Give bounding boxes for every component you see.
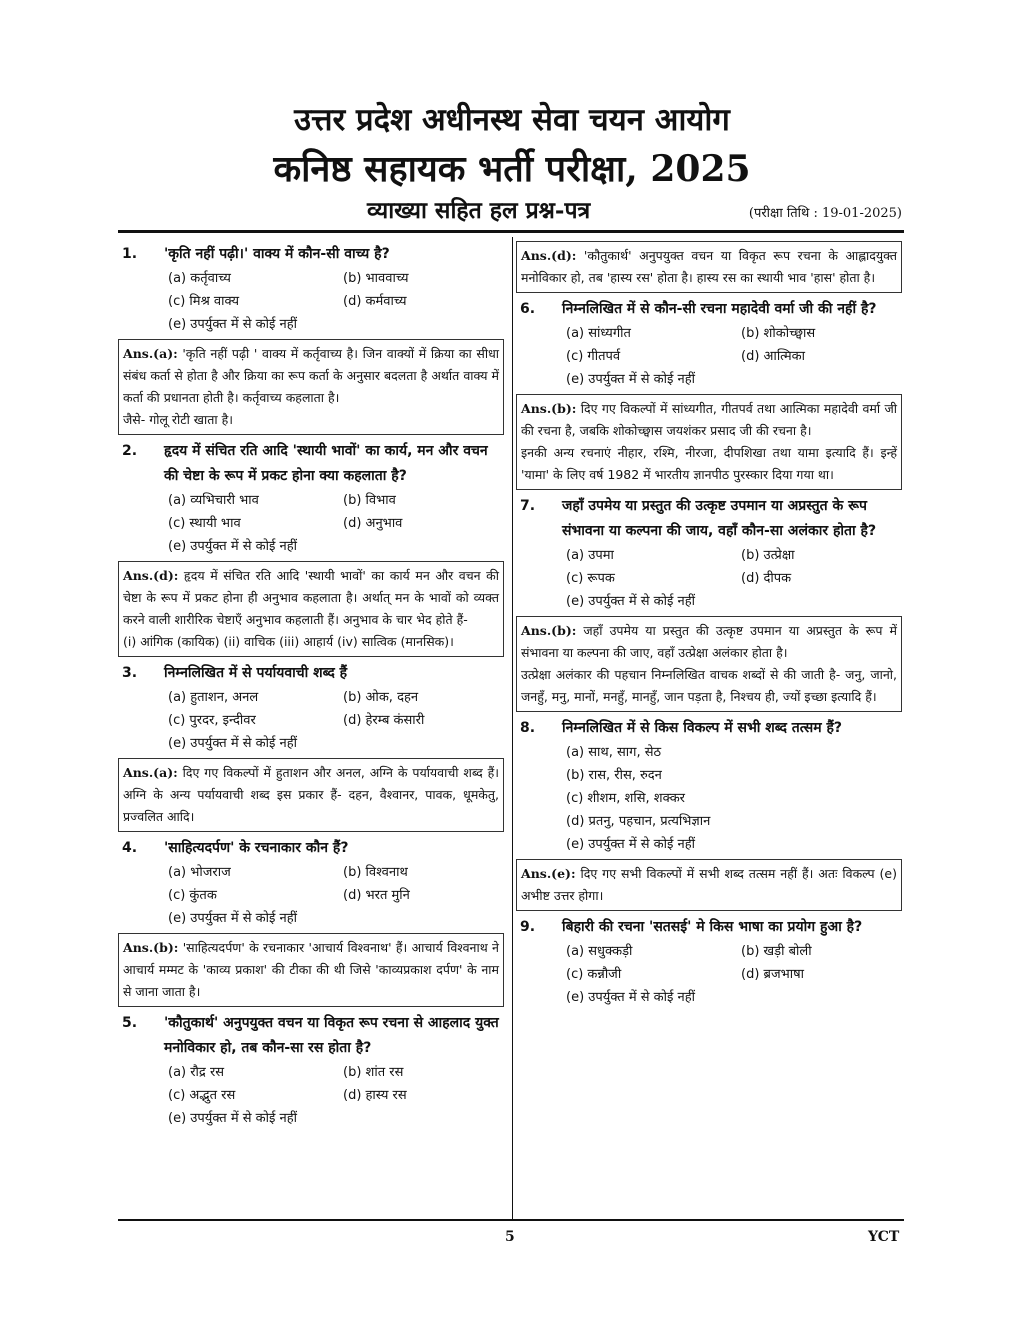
- question: [516, 915, 902, 940]
- options-list: [516, 940, 902, 1009]
- option-item: (b) विश्वनाथ: [343, 865, 408, 880]
- question-text: जहाँ उपमेय या प्रस्तुत की उत्कृष्ट उपमान या अप्रस्तुत के रूप संभावना या कल्पना की जाय, वहाँ कौन-सा अलंकार होता है?: [562, 498, 877, 539]
- left-column: [118, 238, 504, 1130]
- option-item: (d) दीपक: [741, 571, 792, 586]
- answer-label: Ans.(a):: [123, 346, 178, 361]
- question-text: 'कौतुकार्थ' अनुपयुक्त वचन या विकृत रूप रचना से आहलाद युक्त मनोविकार हो, तब कौन-सा रस होता है?: [164, 1015, 499, 1056]
- option-item: (b) शांत रस: [343, 1065, 404, 1080]
- header-title-line1: उत्तर प्रदेश अधीनस्थ सेवा चयन आयोग: [294, 102, 730, 138]
- header-rule: [118, 230, 904, 233]
- answer-text: 'कृति नहीं पढ़ी ' वाक्य में कर्तृवाच्य है। जिन वाक्यों में क्रिया का सीधा संबंध कर्ता से होता है और क्रिया का रूप कर्ता के अनुसार बदलता है अर्थात वाक्य में कर्ता की प्रधानता होती है। कर्तृवाच्य कहलाता है।: [123, 346, 499, 405]
- answer-paragraph: [123, 343, 499, 409]
- answer-text: दिए गए सभी विकल्पों में सभी शब्द तत्सम नहीं हैं। अतः विकल्प (e) अभीष्ट उत्तर होगा।: [521, 866, 897, 903]
- publisher-brand: YCT: [868, 1229, 900, 1245]
- option-item: (a) सधुक्कड़ी: [566, 944, 633, 959]
- question: [118, 242, 504, 267]
- option-item: (a) रौद्र रस: [168, 1065, 225, 1080]
- option-item: (b) उत्प्रेक्षा: [741, 548, 795, 563]
- option-item: (d) हास्य रस: [343, 1088, 407, 1103]
- option-item: (e) उपर्युक्त में से कोई नहीं: [566, 372, 696, 387]
- question-text: निम्नलिखित में से किस विकल्प में सभी शब्द तत्सम हैं?: [562, 720, 843, 736]
- question-number: 1.: [122, 246, 138, 262]
- options-list: [118, 861, 504, 930]
- option-item: (b) रास, रीस, रुदन: [566, 768, 662, 783]
- answer-text: 'साहित्यदर्पण' के रचनाकार 'आचार्य विश्वनाथ' हैं। आचार्य विश्वनाथ ने आचार्य मम्मट के 'काव्य प्रकाश' की टीका की थी जिसे 'काव्यप्रकाश दर्पण' के नाम से जाना जाता है।: [123, 940, 499, 999]
- answer-paragraph: [521, 664, 897, 708]
- option-item: (d) ब्रजभाषा: [741, 967, 804, 982]
- question-number: 5.: [122, 1015, 138, 1031]
- option-item: (e) उपर्युक्त में से कोई नहीं: [168, 911, 298, 926]
- option-item: (c) पुरदर, इन्दीवर: [168, 713, 256, 728]
- question-text: निम्नलिखित में से पर्यायवाची शब्द हैं: [164, 665, 348, 681]
- answer-label: Ans.(d):: [521, 248, 577, 263]
- page-number: 5: [505, 1229, 515, 1245]
- question-number: 6.: [520, 301, 536, 317]
- option-item: (a) कर्तृवाच्य: [168, 271, 231, 286]
- question: [516, 297, 902, 322]
- option-item: (b) भाववाच्य: [343, 271, 409, 286]
- answer-text: जैसे- गोलू रोटी खाता है।: [123, 412, 233, 427]
- question: [118, 1011, 504, 1061]
- option-item: (b) शोकोच्छ्वास: [741, 326, 816, 341]
- option-item: (d) अनुभाव: [343, 516, 403, 531]
- answer-paragraph: [521, 620, 897, 664]
- option-item: (e) उपर्युक्त में से कोई नहीं: [566, 594, 696, 609]
- option-item: (c) मिश्र वाक्य: [168, 294, 239, 309]
- question-text: 'साहित्यदर्पण' के रचनाकार कौन हैं?: [164, 840, 349, 856]
- option-item: (d) कर्मवाच्य: [343, 294, 407, 309]
- option-item: (a) भोजराज: [168, 865, 231, 880]
- answer-box: [516, 394, 902, 490]
- answer-box: [516, 859, 902, 911]
- question-number: 3.: [122, 665, 138, 681]
- answer-label: Ans.(b):: [521, 401, 577, 416]
- question-number: 2.: [122, 443, 138, 459]
- option-item: (e) उपर्युक्त में से कोई नहीं: [168, 1111, 298, 1126]
- answer-box: [118, 561, 504, 657]
- answer-box: [118, 339, 504, 435]
- option-item: (c) रूपक: [566, 571, 615, 586]
- options-list: [118, 267, 504, 336]
- right-column: [516, 238, 902, 1009]
- option-item: (c) शीशम, शसि, शक्कर: [566, 791, 685, 806]
- exam-date: (परीक्षा तिथि : 19-01-2025): [748, 206, 902, 221]
- question: [118, 661, 504, 686]
- option-item: (c) गीतपर्व: [566, 349, 621, 364]
- answer-paragraph: [123, 937, 499, 1003]
- question: [118, 836, 504, 861]
- answer-box: [118, 758, 504, 832]
- answer-label: Ans.(e):: [521, 866, 576, 881]
- question-text: निम्नलिखित में से कौन-सी रचना महादेवी वर्मा जी की नहीं है?: [562, 301, 877, 317]
- answer-text: 'कौतुकार्थ' अनुपयुक्त वचन या विकृत रूप रचना के आह्लादयुक्त मनोविकार हो, तब 'हास्य रस' होता है। हास्य रस का स्थायी भाव 'हास' होता है।: [521, 248, 897, 285]
- question: [516, 494, 902, 544]
- option-item: (e) उपर्युक्त में से कोई नहीं: [168, 736, 298, 751]
- option-item: (b) ओक, दहन: [343, 690, 419, 705]
- option-item: (a) हुताशन, अनल: [168, 690, 259, 705]
- answer-box: [516, 241, 902, 293]
- option-item: (b) खड़ी बोली: [741, 944, 812, 959]
- answer-text: जहाँ उपमेय या प्रस्तुत की उत्कृष्ट उपमान या अप्रस्तुत के रूप में संभावना या कल्पना की जाए, वहाँ उत्प्रेक्षा अलंकार होता है।: [521, 623, 897, 660]
- option-item: (c) स्थायी भाव: [168, 516, 241, 531]
- options-list: [118, 489, 504, 558]
- answer-box: [118, 933, 504, 1007]
- question-number: 4.: [122, 840, 138, 856]
- options-list: [516, 741, 902, 856]
- answer-text: उत्प्रेक्षा अलंकार की पहचान निम्नलिखित वाचक शब्दों से की जाती है- जनु, जानो, जनहुँ, मनु, मानों, मनहुँ, मानहुँ, जान पड़ता है, निश्चय ही, ज्यों इच्छा इत्यादि हैं।: [521, 667, 897, 704]
- answer-paragraph: [521, 863, 897, 907]
- option-item: (e) उपर्युक्त में से कोई नहीं: [566, 837, 696, 852]
- answer-label: Ans.(b):: [123, 940, 179, 955]
- option-item: (a) व्यभिचारी भाव: [168, 493, 259, 508]
- answer-label: Ans.(d):: [123, 568, 179, 583]
- header-subtitle: व्याख्या सहित हल प्रश्न-पत्र: [367, 197, 591, 224]
- answer-text: (i) आंगिक (कायिक) (ii) वाचिक (iii) आहार्य (iv) सात्विक (मानसिक)।: [123, 634, 454, 649]
- answer-text: इनकी अन्य रचनाएं नीहार, रश्मि, नीरजा, दीपशिखा तथा यामा इत्यादि हैं। इन्हें 'यामा' के लिए वर्ष 1982 में भारतीय ज्ञानपीठ पुरस्कार दिया गया था।: [521, 445, 897, 482]
- answer-paragraph: [123, 762, 499, 828]
- option-item: (e) उपर्युक्त में से कोई नहीं: [168, 539, 298, 554]
- answer-text: दिए गए विकल्पों में सांध्यगीत, गीतपर्व तथा आत्मिका महादेवी वर्मा जी की रचना है, जबकि शोकोच्छ्वास जयशंकर प्रसाद जी की रचना है।: [521, 401, 897, 438]
- option-item: (d) आत्मिका: [741, 349, 805, 364]
- answer-label: Ans.(b):: [521, 623, 577, 638]
- option-item: (a) सांध्यगीत: [566, 326, 631, 341]
- option-item: (c) अद्भुत रस: [168, 1088, 236, 1103]
- option-item: (c) कन्नौजी: [566, 967, 622, 982]
- question-number: 7.: [520, 498, 536, 514]
- answer-label: Ans.(a):: [123, 765, 178, 780]
- question-text: 'कृति नहीं पढ़ी।' वाक्य में कौन-सी वाच्य है?: [164, 246, 390, 262]
- answer-text: हृदय में संचित रति आदि 'स्थायी भावों' का कार्य मन और वचन की चेष्टा के रूप में प्रकट होना ही अनुभाव कहलाता है। अर्थात् मन के भावों को व्यक्त करने वाली शारीरिक चेष्टाएँ अनुभाव कहलाती हैं। अनुभाव के चार भेद होते हैं-: [123, 568, 499, 627]
- options-list: [118, 1061, 504, 1130]
- answer-text: दिए गए विकल्पों में हुताशन और अनल, अग्नि के पर्यायवाची शब्द हैं। अग्नि के अन्य पर्यायवाची शब्द इस प्रकार हैं- दहन, वैश्वानर, पावक, धूमकेतु, प्रज्वलित आदि।: [123, 765, 499, 824]
- question: [516, 716, 902, 741]
- answer-paragraph: [123, 631, 499, 653]
- header-title-line2: कनिष्ठ सहायक भर्ती परीक्षा, 2025: [273, 148, 751, 190]
- answer-paragraph: [521, 442, 897, 486]
- options-list: [516, 544, 902, 613]
- options-list: [516, 322, 902, 391]
- option-item: (e) उपर्युक्त में से कोई नहीं: [168, 317, 298, 332]
- question-text: हृदय में संचित रति आदि 'स्थायी भावों' का कार्य, मन और वचन की चेष्टा के रूप में प्रकट होना क्या कहलाता है?: [164, 443, 488, 484]
- footer-rule: [118, 1219, 904, 1221]
- answer-box: [516, 616, 902, 712]
- options-list: [118, 686, 504, 755]
- option-item: (a) साथ, साग, सेठ: [566, 745, 662, 760]
- question-number: 9.: [520, 919, 536, 935]
- question-text: बिहारी की रचना 'सतसई' मे किस भाषा का प्रयोग हुआ है?: [562, 919, 863, 935]
- option-item: (d) प्रतनु, पहचान, प्रत्यभिज्ञान: [566, 814, 711, 829]
- option-item: (a) उपमा: [566, 548, 614, 563]
- answer-paragraph: [123, 409, 499, 431]
- option-item: (c) कुंतक: [168, 888, 217, 903]
- answer-paragraph: [123, 565, 499, 631]
- question-number: 8.: [520, 720, 536, 736]
- option-item: (b) विभाव: [343, 493, 396, 508]
- answer-paragraph: [521, 398, 897, 442]
- option-item: (d) हेरम्ब कंसारी: [343, 713, 425, 728]
- option-item: (d) भरत मुनि: [343, 888, 410, 903]
- question: [118, 439, 504, 489]
- option-item: (e) उपर्युक्त में से कोई नहीं: [566, 990, 696, 1005]
- answer-paragraph: [521, 245, 897, 289]
